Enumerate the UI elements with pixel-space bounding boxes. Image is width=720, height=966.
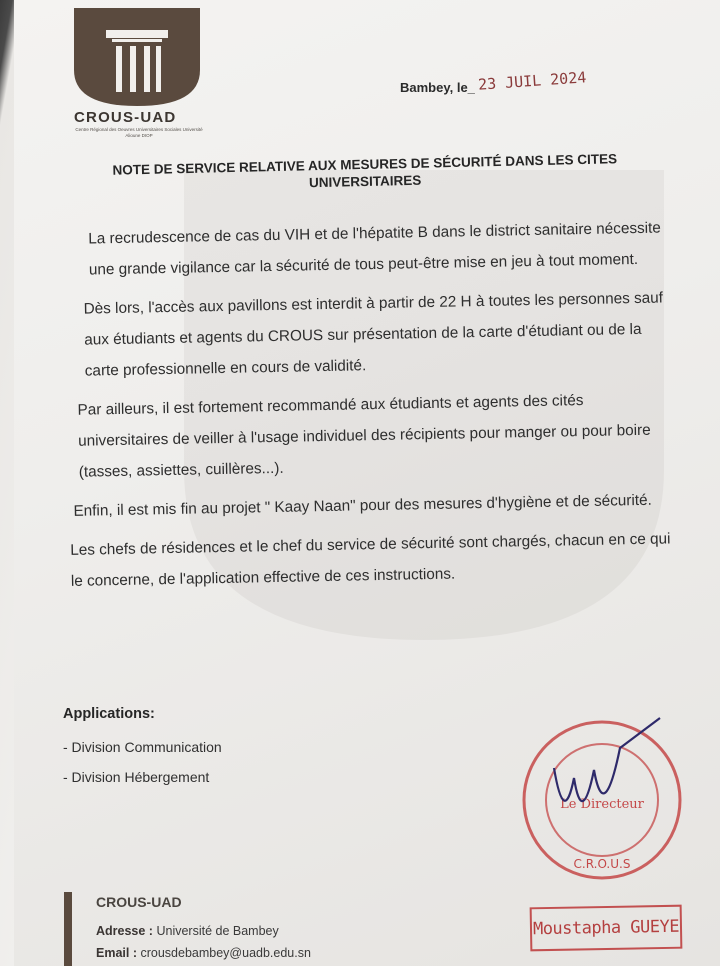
paragraph-5: Les chefs de résidences et le chef du service de sécurité sont chargés, chacun en ce qui le concerne, de l'application effective de ces instructions. xyxy=(70,530,671,590)
paragraph-2: Dès lors, l'accès aux pavillons est interdit à partir de 22 H à toutes les personnes sauf aux étudiants et agents du CROUS sur présentation de la carte d'étudiant ou de la carte professionnelle en cours de validité. xyxy=(83,289,664,380)
footer-address-label: Adresse : xyxy=(96,924,153,938)
document-body xyxy=(62,212,675,605)
paragraph-1: La recrudescence de cas du VIH et de l'hépatite B dans le district sanitaire nécessite une grande vigilance car la sécurité de tous peut-être mise en jeu à tout moment. xyxy=(88,219,661,279)
logo-subtitle: Centre Régional des Oeuvres Universitaires Sociales Université Alioune DIOP xyxy=(75,127,203,138)
stamp-role: Le Directeur xyxy=(560,797,644,812)
footer-accent-bar xyxy=(64,892,72,966)
footer-email-value: crousdebambey@uadb.edu.sn xyxy=(140,946,311,960)
footer-name: CROUS-UAD xyxy=(96,894,182,910)
footer-email xyxy=(96,946,311,960)
stamp-org: C.R.O.U.S xyxy=(573,857,631,871)
date-label: Bambey, le_ xyxy=(400,80,475,95)
official-stamp-icon xyxy=(512,708,692,888)
footer-email-label: Email : xyxy=(96,946,137,960)
paragraph-4: Enfin, il est mis fin au projet " Kaay Naan" pour des mesures d'hygiène et de sécurité. xyxy=(73,491,652,520)
applications-list xyxy=(63,706,222,792)
applications-item: - Division Communication xyxy=(63,739,222,755)
footer-address-value: Université de Bambey xyxy=(156,924,279,938)
document-title: NOTE DE SERVICE RELATIVE AUX MESURES DE SÉCURITÉ DANS LES CITES UNIVERSITAIRES xyxy=(112,151,618,191)
logo-name: CROUS-UAD xyxy=(74,109,177,126)
applications-item: - Division Hébergement xyxy=(63,769,210,785)
footer-address xyxy=(96,924,279,938)
paragraph-3: Par ailleurs, il est fortement recommandé aux étudiants et agents des cités universitaires de veiller à l'usage individuel des récipients pour manger ou pour boire (tasses, assiettes, cuillères...). xyxy=(77,392,651,481)
date-handwritten: 23 JUIL 2024 xyxy=(477,68,587,94)
applications-title: Applications: xyxy=(63,706,155,722)
signatory-name: Moustapha GUEYE xyxy=(530,905,683,952)
